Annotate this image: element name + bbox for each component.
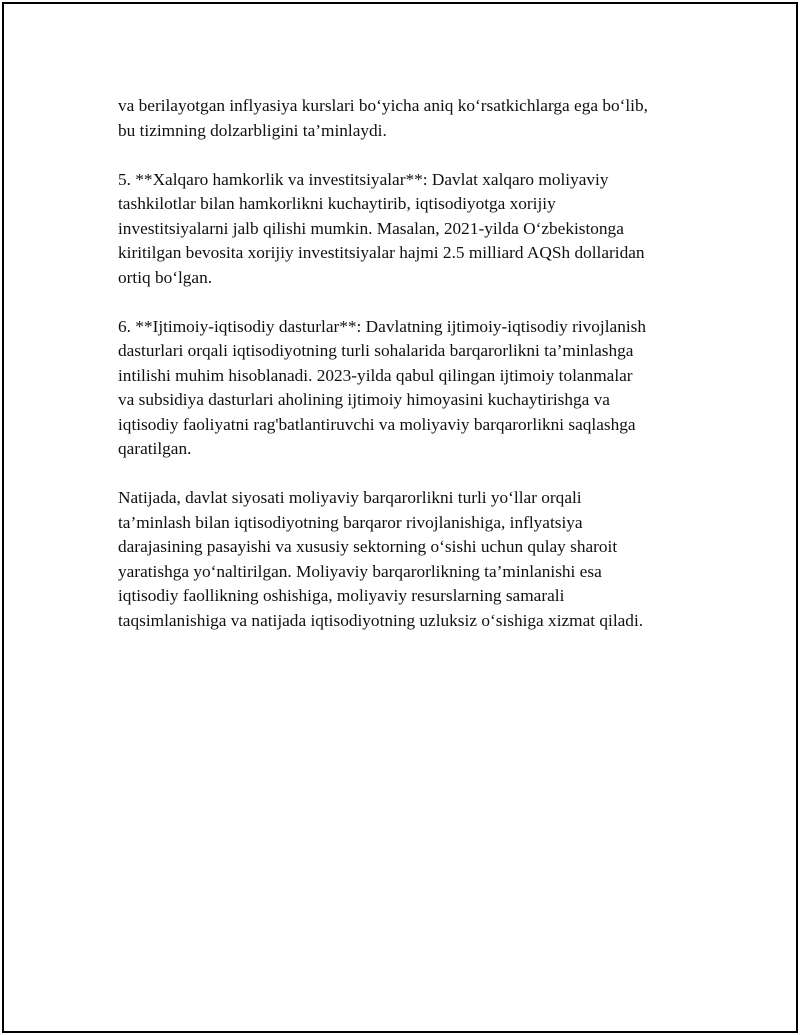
text-line: bu tizimning dolzarbligini ta’minlaydi. bbox=[118, 120, 387, 140]
text-line: kiritilgan bevosita xorijiy investitsiyalar hajmi 2.5 milliard AQSh dollaridan bbox=[118, 243, 645, 262]
text-line: qaratilgan. bbox=[118, 439, 192, 458]
text-line: iqtisodiy faollikning oshishiga, moliyaviy resurslarning samarali bbox=[118, 586, 565, 605]
text-line: ortiq bo‘lgan. bbox=[118, 267, 213, 287]
text-line: investitsiyalarni jalb qilishi mumkin. Masalan, 2021-yilda O‘zbekistonga bbox=[118, 218, 624, 238]
text-line: yaratishga yo‘naltirilgan. Moliyaviy barqarorlikning ta’minlanishi esa bbox=[118, 561, 602, 581]
text-line: 5. **Xalqaro hamkorlik va investitsiyalar**: Davlat xalqaro moliyaviy bbox=[118, 169, 609, 189]
text-line: iqtisodiy faoliyatni rag'batlantiruvchi va moliyaviy barqarorlikni saqlashga bbox=[118, 414, 636, 434]
text-line: va berilayotgan inflyasiya kurslari bo‘yicha aniq ko‘rsatkichlarga ega bo‘lib, bbox=[118, 96, 648, 115]
text-line: taqsimlanishiga va natijada iqtisodiyotning uzluksiz o‘sishiga xizmat qiladi. bbox=[118, 610, 644, 630]
text-line: ta’minlash bilan iqtisodiyotning barqaror rivojlanishiga, inflyatsiya bbox=[118, 512, 583, 532]
text-line: tashkilotlar bilan hamkorlikni kuchaytirib, iqtisodiyotga xorijiy bbox=[118, 194, 556, 213]
paragraph-international-cooperation bbox=[118, 168, 684, 291]
document-body bbox=[118, 94, 684, 658]
text-line: 6. **Ijtimoiy-iqtisodiy dasturlar**: Davlatning ijtimoiy-iqtisodiy rivojlanish bbox=[118, 316, 646, 336]
text-line: dasturlari orqali iqtisodiyotning turli sohalarida barqarorlikni ta’minlashga bbox=[118, 341, 634, 360]
paragraph-socio-economic-programs bbox=[118, 315, 684, 462]
paragraph-conclusion bbox=[118, 486, 684, 633]
text-line: va subsidiya dasturlari aholining ijtimoiy himoyasini kuchaytirishga va bbox=[118, 390, 610, 409]
paragraph-continuation bbox=[118, 94, 684, 143]
text-line: darajasining pasayishi va xususiy sektorning o‘sishi uchun qulay sharoit bbox=[118, 537, 618, 556]
text-line: Natijada, davlat siyosati moliyaviy barqarorlikni turli yo‘llar orqali bbox=[118, 488, 582, 507]
text-line: intilishi muhim hisoblanadi. 2023-yilda qabul qilingan ijtimoiy tolanmalar bbox=[118, 365, 633, 385]
